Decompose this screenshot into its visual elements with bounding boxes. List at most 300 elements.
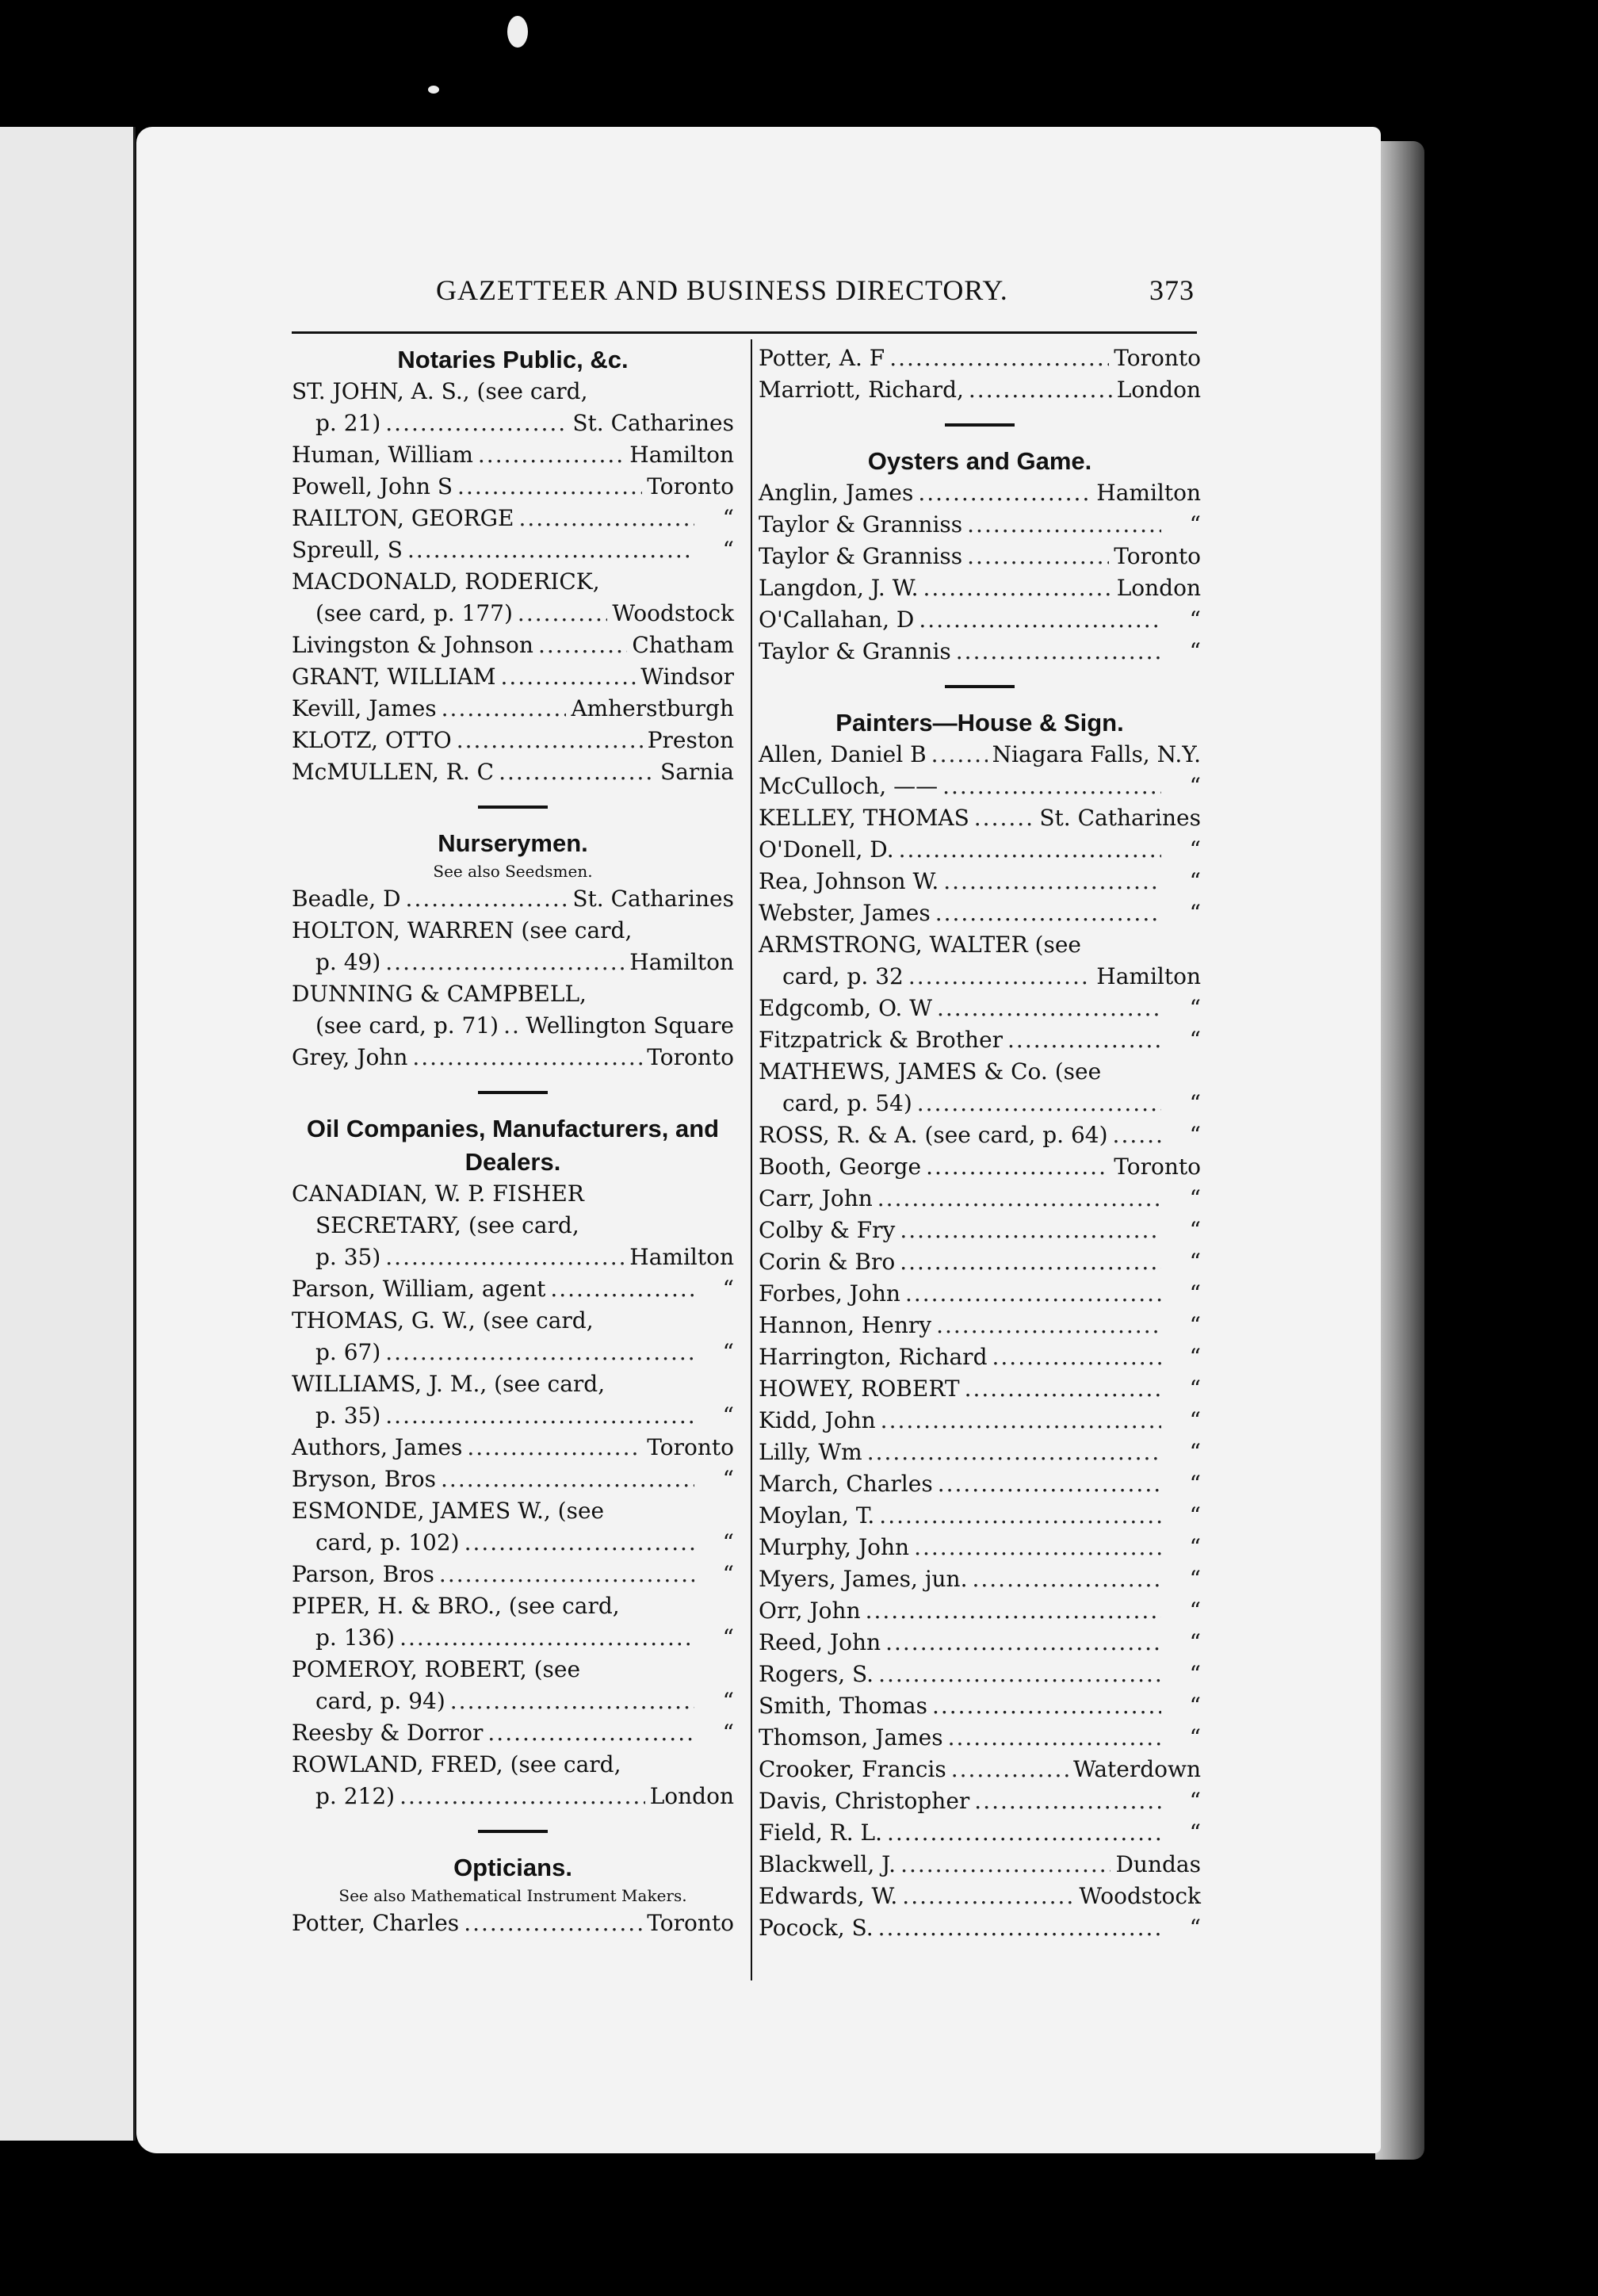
leader-dots	[935, 897, 1161, 929]
entry-name: O'Callahan, D	[759, 607, 915, 633]
leader-dots	[400, 1781, 645, 1812]
entry-name: Spreull, S	[292, 537, 403, 563]
entry-name: Forbes, John	[759, 1280, 900, 1307]
leader-dots	[938, 1468, 1161, 1500]
entry-place: “	[1189, 1820, 1201, 1846]
header-title: GAZETTEER AND BUSINESS DIRECTORY.	[436, 274, 1008, 306]
entry-place: Niagara Falls, N.Y.	[992, 741, 1201, 767]
entry-place: “	[722, 1624, 734, 1651]
section-heading-notaries: Notaries Public, &c.	[397, 346, 629, 373]
leader-dots	[1007, 1024, 1161, 1056]
directory-entry	[292, 629, 734, 661]
entry-place: Waterdown	[1072, 1756, 1201, 1782]
leader-dots	[918, 477, 1091, 509]
directory-entry	[759, 866, 1201, 897]
entry-place: “	[1189, 995, 1201, 1021]
entry-wrap-line: ST. JOHN, A. S., (see card,	[292, 378, 588, 404]
entry-name: GRANT, WILLIAM	[292, 664, 496, 690]
section-heading-opticians: Opticians.	[453, 1854, 572, 1881]
leader-dots	[908, 961, 1091, 993]
entry-place: “	[1189, 1534, 1201, 1560]
entry-name: Reed, John	[759, 1629, 881, 1655]
leader-dots	[385, 1400, 694, 1432]
leader-dots	[412, 1042, 642, 1073]
directory-entry	[292, 598, 734, 629]
entry-place: Dundas	[1115, 1851, 1201, 1877]
entry-place: London	[1116, 377, 1201, 403]
entry-name: Grey, John	[292, 1044, 408, 1070]
entry-place: “	[1189, 1122, 1201, 1148]
entry-place: Toronto	[1114, 1154, 1201, 1180]
entry-place: Preston	[647, 727, 734, 753]
leader-dots	[902, 1881, 1074, 1912]
leader-dots	[887, 1817, 1161, 1849]
leader-dots	[923, 572, 1112, 604]
directory-entry	[759, 1405, 1201, 1437]
directory-entry	[759, 1215, 1201, 1246]
directory-entry	[759, 1659, 1201, 1690]
directory-entry	[759, 1183, 1201, 1215]
entry-wrap-line: WILLIAMS, J. M., (see card,	[292, 1371, 606, 1397]
entry-place: “	[1189, 1407, 1201, 1433]
directory-entry	[759, 1595, 1201, 1627]
entry-name: card, p. 94)	[315, 1688, 445, 1714]
entry-name: (see card, p. 177)	[315, 600, 513, 626]
entry-place: “	[1189, 1915, 1201, 1941]
leader-dots	[889, 342, 1109, 374]
leader-dots	[550, 1273, 694, 1305]
entry-place: “	[1189, 1280, 1201, 1307]
entry-place: “	[1189, 1566, 1201, 1592]
directory-entry	[759, 802, 1201, 834]
directory-entry	[292, 1622, 734, 1654]
directory-entry	[292, 883, 734, 915]
section-separator	[945, 423, 1015, 427]
entry-place: “	[1189, 1090, 1201, 1116]
entry-name: Parson, William, agent	[292, 1276, 546, 1302]
directory-entry	[292, 1010, 734, 1042]
column-divider	[751, 339, 752, 1980]
entry-place: London	[1116, 575, 1201, 601]
entry-wrap-line: MATHEWS, JAMES & Co. (see	[759, 1058, 1102, 1085]
section-separator	[478, 1091, 548, 1094]
leader-dots	[936, 1310, 1161, 1341]
directory-entry	[292, 1242, 734, 1273]
directory-entry	[759, 834, 1201, 866]
leader-dots	[937, 993, 1161, 1024]
entry-place: Hamilton	[629, 1244, 734, 1270]
entry-name: Smith, Thomas	[759, 1693, 927, 1719]
entry-name: Hannon, Henry	[759, 1312, 932, 1338]
entry-name: Moylan, T.	[759, 1502, 875, 1529]
directory-entry	[292, 661, 734, 693]
leader-dots	[499, 756, 656, 788]
leader-dots	[457, 471, 642, 503]
leader-dots	[967, 541, 1109, 572]
directory-entry	[292, 1527, 734, 1559]
entry-name: KLOTZ, OTTO	[292, 727, 452, 753]
entry-name: O'Donell, D.	[759, 836, 894, 863]
entry-wrap-line: CANADIAN, W. P. FISHER	[292, 1181, 584, 1207]
entry-name: Lilly, Wm	[759, 1439, 862, 1465]
entry-name: Carr, John	[759, 1185, 873, 1211]
entry-name: Rogers, S.	[759, 1661, 874, 1687]
entry-name: Davis, Christopher	[759, 1788, 970, 1814]
entry-place: Woodstock	[1079, 1883, 1201, 1909]
entry-place: “	[722, 505, 734, 531]
leader-dots	[385, 947, 625, 978]
entry-place: “	[1189, 511, 1201, 538]
entry-name: Parson, Bros	[292, 1561, 434, 1587]
directory-entry	[759, 636, 1201, 668]
header-rule	[292, 331, 1197, 334]
directory-entry	[292, 725, 734, 756]
leader-dots	[538, 629, 627, 661]
entry-place: “	[1189, 1629, 1201, 1655]
entry-place: “	[722, 1276, 734, 1302]
leader-dots	[1113, 1119, 1161, 1151]
leader-dots	[992, 1341, 1162, 1373]
entry-place: “	[1189, 1249, 1201, 1275]
entry-place: St. Catharines	[572, 410, 734, 436]
leader-dots	[501, 661, 637, 693]
entry-place: Woodstock	[612, 600, 734, 626]
entry-place: “	[1189, 1217, 1201, 1243]
section-heading-oil-companies-line2: Dealers.	[464, 1148, 561, 1176]
entry-name: Potter, A. F	[759, 345, 885, 371]
leader-dots	[948, 1722, 1161, 1754]
directory-entry	[759, 771, 1201, 802]
entry-name: McMULLEN, R. C	[292, 759, 495, 785]
entry-name: Marriott, Richard,	[759, 377, 964, 403]
entry-name: Pocock, S.	[759, 1915, 874, 1941]
leader-dots	[885, 1627, 1161, 1659]
directory-entry	[759, 1468, 1201, 1500]
directory-entry	[759, 1563, 1201, 1595]
entry-name: Kidd, John	[759, 1407, 876, 1433]
directory-entry	[292, 439, 734, 471]
directory-entry	[759, 1785, 1201, 1817]
directory-entry	[759, 1690, 1201, 1722]
directory-entry	[759, 1532, 1201, 1563]
directory-entry	[292, 693, 734, 725]
entry-place: “	[1189, 773, 1201, 799]
directory-entry	[759, 342, 1201, 374]
directory-entry	[292, 1337, 734, 1368]
entry-name: Bryson, Bros	[292, 1466, 437, 1492]
entry-wrap-line: SECRETARY, (see card,	[315, 1212, 579, 1238]
leader-dots	[867, 1437, 1161, 1468]
leader-dots	[931, 739, 988, 771]
leader-dots	[478, 439, 625, 471]
leader-dots	[900, 1215, 1161, 1246]
leader-dots	[385, 408, 568, 439]
entry-name: Field, R. L.	[759, 1820, 883, 1846]
leader-dots	[969, 374, 1112, 406]
leader-dots	[467, 1432, 642, 1464]
directory-entry	[759, 1373, 1201, 1405]
entry-name: p. 49)	[315, 949, 381, 975]
entry-name: HOWEY, ROBERT	[759, 1376, 960, 1402]
entry-place: “	[722, 1720, 734, 1746]
entry-place: “	[1189, 1661, 1201, 1687]
leader-dots	[974, 1785, 1161, 1817]
entry-wrap-line: POMEROY, ROBERT, (see	[292, 1656, 581, 1682]
entry-name: Colby & Fry	[759, 1217, 896, 1243]
section-separator	[478, 1830, 548, 1833]
section-heading-oil-companies: Oil Companies, Manufacturers, and	[306, 1115, 720, 1142]
entry-name: card, p. 32	[782, 963, 904, 989]
leader-dots	[400, 1622, 694, 1654]
directory-entry	[759, 541, 1201, 572]
leader-dots	[951, 1754, 1069, 1785]
leader-dots	[965, 1373, 1161, 1405]
directory-entry	[292, 1908, 734, 1939]
directory-entry	[759, 1246, 1201, 1278]
entry-name: Murphy, John	[759, 1534, 910, 1560]
entry-name: Authors, James	[292, 1434, 463, 1460]
entry-name: Harrington, Richard	[759, 1344, 988, 1370]
leader-dots	[442, 693, 567, 725]
entry-place: “	[1189, 1693, 1201, 1719]
entry-place: “	[1189, 1344, 1201, 1370]
leader-dots	[879, 1500, 1161, 1532]
directory-entry	[759, 1722, 1201, 1754]
entry-name: March, Charles	[759, 1471, 933, 1497]
leader-dots	[878, 1659, 1161, 1690]
entry-name: Allen, Daniel B	[759, 741, 927, 767]
leader-dots	[926, 1151, 1109, 1183]
directory-entry	[292, 1400, 734, 1432]
leader-dots	[900, 1849, 1111, 1881]
directory-entry	[292, 756, 734, 788]
directory-entry	[292, 1432, 734, 1464]
entry-place: Hamilton	[629, 442, 734, 468]
entry-place: “	[1189, 1027, 1201, 1053]
directory-entry	[759, 1119, 1201, 1151]
entry-wrap-line: ESMONDE, JAMES W., (see	[292, 1498, 605, 1524]
directory-entry	[292, 1717, 734, 1749]
entry-name: Myers, James, jun.	[759, 1566, 968, 1592]
directory-entry	[759, 1500, 1201, 1532]
leader-dots	[457, 725, 643, 756]
leader-dots	[942, 771, 1161, 802]
directory-entry	[292, 534, 734, 566]
directory-entry	[292, 1686, 734, 1717]
directory-entry	[759, 1881, 1201, 1912]
entry-place: Chatham	[632, 632, 734, 658]
leader-dots	[464, 1527, 694, 1559]
directory-entry	[292, 503, 734, 534]
directory-entry	[292, 1464, 734, 1495]
directory-entry	[759, 1627, 1201, 1659]
entry-place: Toronto	[1114, 543, 1201, 569]
cross-reference-note: See also Mathematical Instrument Makers.	[338, 1886, 687, 1905]
section-heading-oysters: Oysters and Game.	[867, 447, 1092, 475]
directory-entry	[292, 947, 734, 978]
entry-place: “	[1189, 1724, 1201, 1751]
directory-entry	[759, 509, 1201, 541]
leader-dots	[881, 1405, 1161, 1437]
entry-place: “	[722, 1466, 734, 1492]
dust-speck	[507, 16, 528, 48]
entry-place: “	[1189, 1788, 1201, 1814]
entry-name: Reesby & Dorror	[292, 1720, 484, 1746]
entry-place: London	[649, 1783, 734, 1809]
entry-name: McCulloch, ——	[759, 773, 939, 799]
entry-place: “	[1189, 1439, 1201, 1465]
entry-name: Taylor & Granniss	[759, 511, 963, 538]
entry-place: Hamilton	[629, 949, 734, 975]
entry-name: Livingston & Johnson	[292, 632, 533, 658]
entry-wrap-line: THOMAS, G. W., (see card,	[292, 1307, 594, 1334]
entry-name: KELLEY, THOMAS	[759, 805, 969, 831]
leader-dots	[899, 834, 1161, 866]
entry-name: p. 35)	[315, 1402, 381, 1429]
directory-entry	[759, 374, 1201, 406]
left-column	[292, 342, 734, 1939]
entry-name: Potter, Charles	[292, 1910, 460, 1936]
directory-entry	[292, 471, 734, 503]
entry-name: Rea, Johnson W.	[759, 868, 939, 894]
entry-wrap-line: ARMSTRONG, WALTER (see	[759, 932, 1081, 958]
directory-entry	[759, 1278, 1201, 1310]
entry-place: Toronto	[1114, 345, 1201, 371]
leader-dots	[972, 1563, 1161, 1595]
entry-place: “	[1189, 868, 1201, 894]
entry-place: “	[1189, 1312, 1201, 1338]
directory-entry	[292, 408, 734, 439]
entry-place: “	[722, 1529, 734, 1556]
entry-name: Edgcomb, O. W	[759, 995, 932, 1021]
entry-place: “	[722, 1339, 734, 1365]
entry-place: “	[722, 1402, 734, 1429]
leader-dots	[974, 802, 1035, 834]
dust-speck	[428, 86, 439, 94]
entry-place: “	[1189, 1502, 1201, 1529]
leader-dots	[450, 1686, 694, 1717]
entry-place: Toronto	[647, 1044, 734, 1070]
entry-name: p. 212)	[315, 1783, 396, 1809]
entry-wrap-line: MACDONALD, RODERICK,	[292, 568, 600, 595]
entry-place: “	[1189, 1471, 1201, 1497]
entry-name: Powell, John S	[292, 473, 453, 499]
leader-dots	[518, 598, 607, 629]
entry-place: “	[722, 537, 734, 563]
directory-entry	[759, 993, 1201, 1024]
leader-dots	[385, 1337, 694, 1368]
entry-place: Windsor	[640, 664, 734, 690]
leader-dots	[441, 1464, 694, 1495]
section-heading-painters: Painters—House & Sign.	[835, 709, 1124, 737]
entry-name: Kevill, James	[292, 695, 437, 721]
section-separator	[478, 806, 548, 809]
leader-dots	[877, 1183, 1161, 1215]
entry-place: “	[722, 1688, 734, 1714]
entry-name: Fitzpatrick & Brother	[759, 1027, 1004, 1053]
directory-entry	[759, 1151, 1201, 1183]
entry-place: “	[1189, 638, 1201, 664]
entry-place: St. Catharines	[1039, 805, 1201, 831]
directory-entry	[759, 897, 1201, 929]
leader-dots	[914, 1532, 1161, 1563]
leader-dots	[900, 1246, 1161, 1278]
page-number: 373	[1149, 274, 1195, 306]
directory-entry	[759, 1310, 1201, 1341]
entry-name: RAILTON, GEORGE	[292, 505, 514, 531]
section-separator	[945, 685, 1015, 688]
section-heading-nurserymen: Nurserymen.	[438, 829, 588, 857]
entry-name: Webster, James	[759, 900, 931, 926]
page-fore-edge	[1375, 141, 1424, 2160]
entry-name: (see card, p. 71)	[315, 1012, 499, 1039]
entry-name: card, p. 54)	[782, 1090, 912, 1116]
directory-entry	[759, 1088, 1201, 1119]
entry-place: Sarnia	[660, 759, 734, 785]
leader-dots	[905, 1278, 1161, 1310]
entry-name: Human, William	[292, 442, 473, 468]
entry-name: p. 136)	[315, 1624, 396, 1651]
entry-place: Hamilton	[1096, 963, 1201, 989]
entry-name: Langdon, J. W.	[759, 575, 919, 601]
entry-name: card, p. 102)	[315, 1529, 460, 1556]
entry-place: Toronto	[647, 1910, 734, 1936]
directory-entry	[759, 604, 1201, 636]
leader-dots	[967, 509, 1161, 541]
facing-page-edge	[0, 127, 136, 2141]
leader-dots	[932, 1690, 1161, 1722]
entry-name: Edwards, W.	[759, 1883, 898, 1909]
entry-name: Taylor & Grannis	[759, 638, 951, 664]
entry-place: Hamilton	[1096, 480, 1201, 506]
entry-place: “	[1189, 836, 1201, 863]
entry-place: Wellington Square	[526, 1012, 734, 1039]
directory-entry	[759, 1912, 1201, 1944]
entry-wrap-line: DUNNING & CAMPBELL,	[292, 981, 587, 1007]
directory-entry	[759, 1817, 1201, 1849]
directory-entry	[759, 1754, 1201, 1785]
leader-dots	[503, 1010, 521, 1042]
directory-entry	[292, 1042, 734, 1073]
directory-entry	[759, 739, 1201, 771]
cross-reference-note: See also Seedsmen.	[433, 862, 593, 881]
entry-place: “	[1189, 1185, 1201, 1211]
entry-place: “	[1189, 1598, 1201, 1624]
entry-name: Orr, John	[759, 1598, 861, 1624]
entry-name: Blackwell, J.	[759, 1851, 896, 1877]
entry-wrap-line: PIPER, H. & BRO., (see card,	[292, 1593, 620, 1619]
entry-name: Thomson, James	[759, 1724, 943, 1751]
directory-entry	[292, 1781, 734, 1812]
leader-dots	[866, 1595, 1161, 1627]
leader-dots	[917, 1088, 1161, 1119]
entry-name: p. 35)	[315, 1244, 381, 1270]
directory-entry	[759, 477, 1201, 509]
directory-entry	[759, 572, 1201, 604]
entry-place: Amherstburgh	[571, 695, 734, 721]
entry-place: St. Catharines	[572, 886, 734, 912]
directory-entry	[759, 1437, 1201, 1468]
directory-entry	[759, 961, 1201, 993]
leader-dots	[406, 883, 568, 915]
entry-name: Anglin, James	[759, 480, 914, 506]
directory-entry	[292, 1273, 734, 1305]
leader-dots	[956, 636, 1161, 668]
entry-name: Taylor & Granniss	[759, 543, 963, 569]
entry-place: “	[722, 1561, 734, 1587]
right-column	[759, 342, 1201, 1944]
leader-dots	[878, 1912, 1161, 1944]
